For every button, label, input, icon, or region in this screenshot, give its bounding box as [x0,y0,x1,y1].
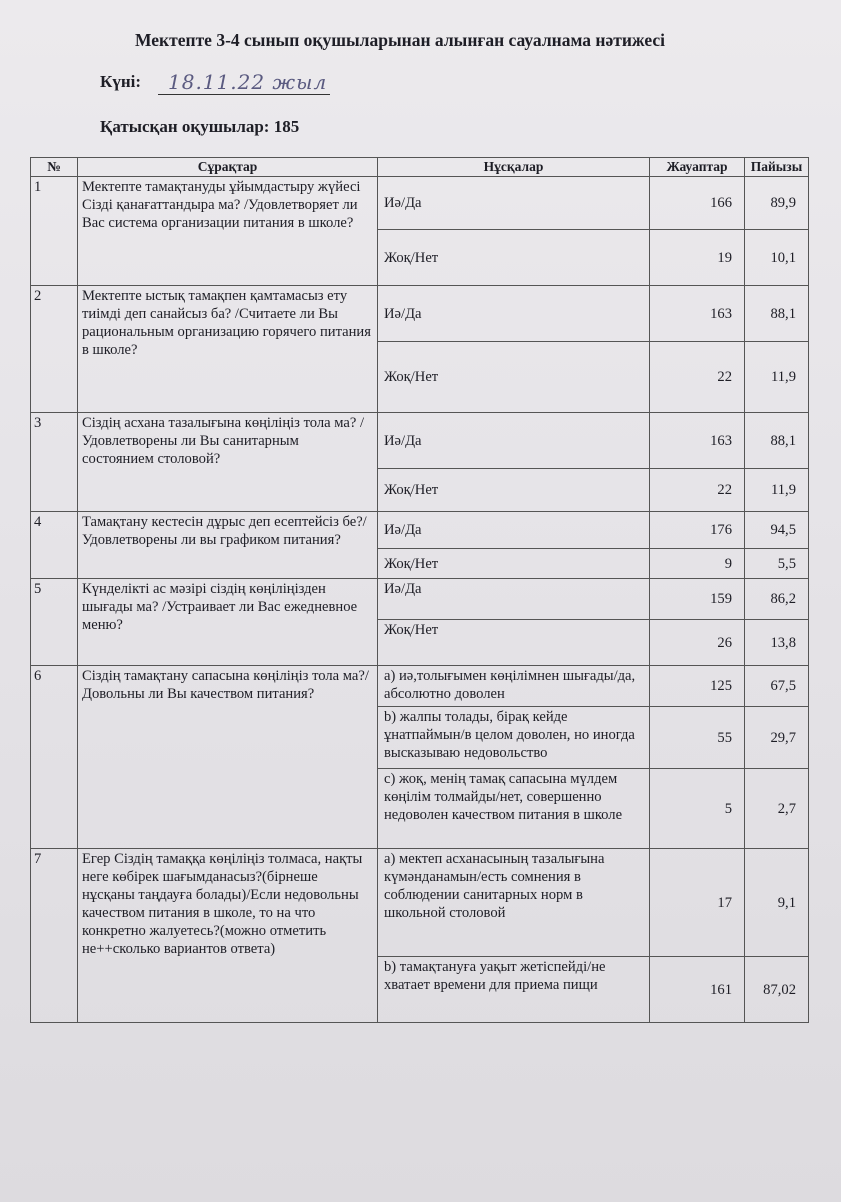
question-text: Сіздің тамақтану сапасына көңіліңіз тола ма?/Довольны ли Вы качеством питания? [78,666,378,849]
answer-percent: 5,5 [745,549,809,579]
option-text: c) жоқ, менің тамақ сапасына мүлдем көңілім толмайды/нет, совершенно недоволен качеством питания в школе [378,769,650,849]
option-text: Иә/Да [378,512,650,549]
header-options: Нұсқалар [378,158,650,177]
question-text: Мектепте ыстық тамақпен қамтамасыз ету тиімді деп санайсыз ба? /Считаете ли Вы рациональным организацию горячего питания в школе? [78,286,378,413]
answer-percent: 88,1 [745,413,809,469]
option-text: Иә/Да [378,413,650,469]
header-percent: Пайызы [745,158,809,177]
option-text: а) иә,толығымен көңілімнен шығады/да, абсолютно доволен [378,666,650,707]
header-number: № [31,158,78,177]
answer-count: 161 [650,957,745,1023]
answer-count: 55 [650,707,745,769]
answer-percent: 87,02 [745,957,809,1023]
question-number: 2 [31,286,78,413]
option-text: Иә/Да [378,177,650,230]
question-text: Егер Сіздің тамаққа көңіліңіз толмаса, нақты неге көбірек шағымданасыз?(бірнеше нұсқаны таңдауға болады)/Если недовольны качеством питания в школе, то на что конкретно жалуетесь?(можно отметить не++сколько вариантов ответа) [78,849,378,1023]
answer-count: 163 [650,413,745,469]
question-number: 4 [31,512,78,579]
question-text: Тамақтану кестесін дұрыс деп есептейсіз бе?/Удовлетворены ли вы графиком питания? [78,512,378,579]
answer-count: 176 [650,512,745,549]
option-text: Жоқ/Нет [378,620,650,666]
option-text: Иә/Да [378,286,650,342]
document-title: Мектепте 3-4 сынып оқушыларынан алынған сауалнама нәтижесі [135,30,665,50]
answer-percent: 13,8 [745,620,809,666]
table-row [31,849,809,957]
date-underline [158,94,330,95]
date-label: Күні: [100,72,142,91]
answer-percent: 2,7 [745,769,809,849]
table-row [31,512,809,549]
table-row [31,579,809,620]
answer-count: 166 [650,177,745,230]
header-answers: Жауаптар [650,158,745,177]
answer-count: 22 [650,342,745,413]
table-row [31,666,809,707]
question-number: 1 [31,177,78,286]
table-row [31,413,809,469]
question-number: 5 [31,579,78,666]
answer-count: 26 [650,620,745,666]
question-number: 3 [31,413,78,512]
header-questions: Сұрақтар [78,158,378,177]
answer-percent: 94,5 [745,512,809,549]
answer-percent: 11,9 [745,469,809,512]
answer-count: 125 [650,666,745,707]
question-text: Сіздің асхана тазалығына көңіліңіз тола ма? /Удовлетворены ли Вы санитарным состоянием столовой? [78,413,378,512]
answer-percent: 9,1 [745,849,809,957]
question-text: Күнделікті ас мәзірі сіздің көңіліңізден шығады ма? /Устраивает ли Вас ежедневное меню? [78,579,378,666]
question-number: 7 [31,849,78,1023]
answer-percent: 88,1 [745,286,809,342]
answer-percent: 11,9 [745,342,809,413]
answer-count: 22 [650,469,745,512]
table-header-row [31,158,809,177]
table-row [31,286,809,342]
option-text: Иә/Да [378,579,650,620]
answer-percent: 67,5 [745,666,809,707]
option-text: Жоқ/Нет [378,469,650,512]
table-row [31,177,809,230]
option-text: Жоқ/Нет [378,549,650,579]
answer-count: 159 [650,579,745,620]
option-text: b) тамақтануға уақыт жетіспейді/не хватает времени для приема пищи [378,957,650,1023]
answer-percent: 89,9 [745,177,809,230]
answer-count: 5 [650,769,745,849]
answer-count: 163 [650,286,745,342]
participants-count: Қатысқан оқушылар: 185 [100,117,300,136]
question-number: 6 [31,666,78,849]
answer-percent: 86,2 [745,579,809,620]
answer-percent: 10,1 [745,230,809,286]
option-text: b) жалпы толады, бірақ кейде ұнатпаймын/в целом доволен, но иногда высказываю недовольство [378,707,650,769]
answer-percent: 29,7 [745,707,809,769]
answer-count: 19 [650,230,745,286]
survey-table [30,157,809,1023]
option-text: Жоқ/Нет [378,342,650,413]
date-handwritten: 18.11.22 жыл [168,70,328,94]
answer-count: 17 [650,849,745,957]
answer-count: 9 [650,549,745,579]
option-text: а) мектеп асханасының тазалығына күмәнданамын/есть сомнения в соблюдении санитарных норм в школьной столовой [378,849,650,957]
question-text: Мектепте тамақтануды ұйымдастыру жүйесі Сізді қанағаттандыра ма? /Удовлетворяет ли Вас система организации питания в школе? [78,177,378,286]
option-text: Жоқ/Нет [378,230,650,286]
